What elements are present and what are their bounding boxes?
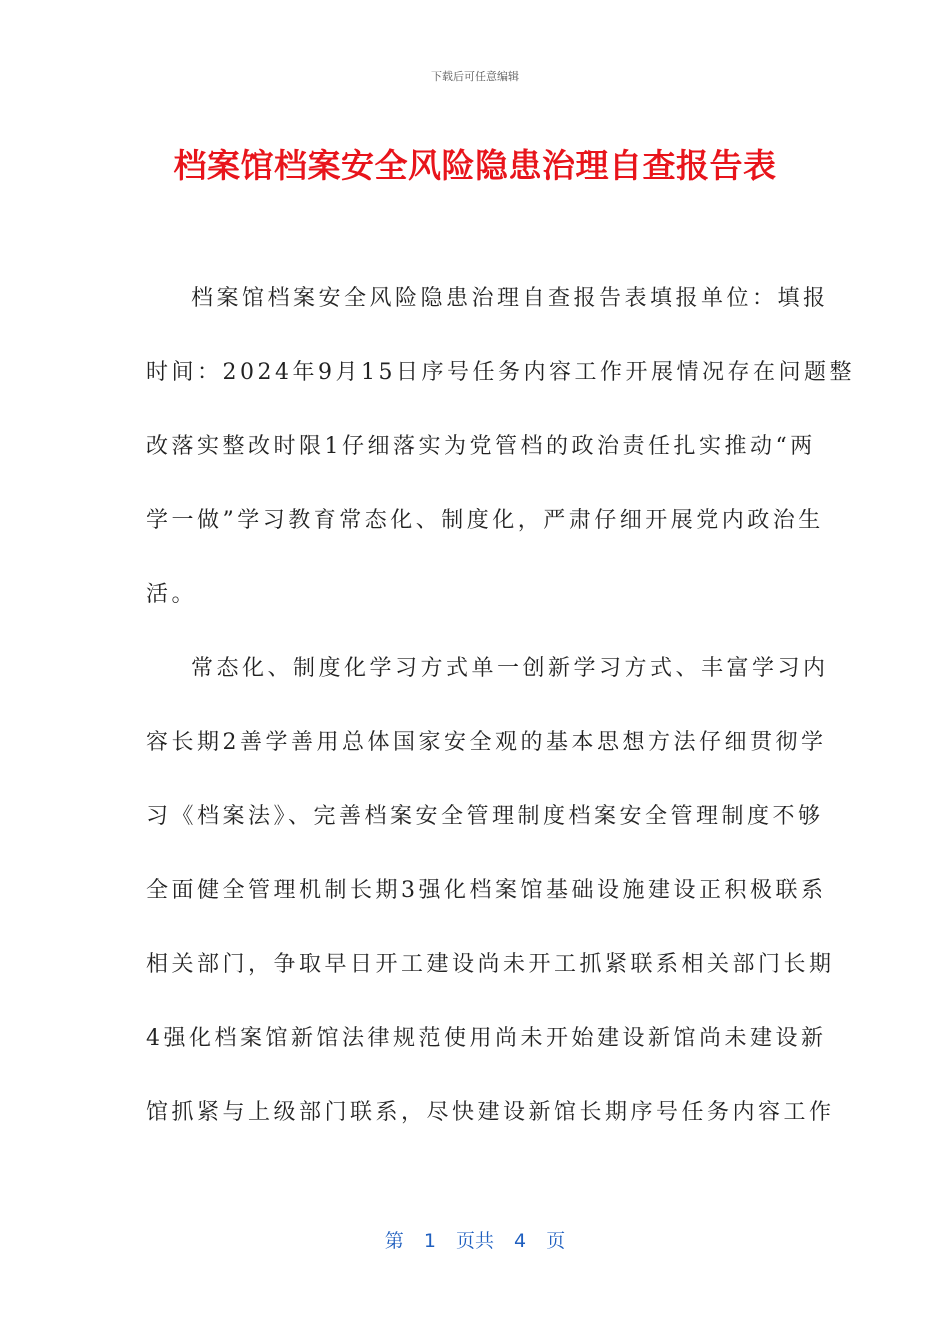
paragraph-line: 馆抓紧与上级部门联系，尽快建设新馆长期序号任务内容工作	[146, 1100, 835, 1125]
paragraph-1	[146, 262, 855, 632]
paragraph-line: 学一做”学习教育常态化、制度化，严肃仔细开展党内政治生	[146, 508, 824, 533]
paragraph-line: 相关部门，争取早日开工建设尚未开工抓紧联系相关部门长期	[146, 952, 835, 977]
paragraph-line: 习《档案法》、完善档案安全管理制度档案安全管理制度不够	[146, 804, 824, 829]
paragraph-line: 4强化档案馆新馆法律规范使用尚未开始建设新馆尚未建设新	[146, 1026, 827, 1051]
page-header-note: 下载后可任意编辑	[431, 70, 519, 83]
document-body	[146, 262, 855, 1150]
page-footer	[0, 1226, 950, 1253]
current-page-number: 1	[423, 1230, 436, 1252]
paragraph-line: 档案馆档案安全风险隐患治理自查报告表填报单位：填报	[191, 286, 829, 311]
page-label-mid: 页共	[455, 1230, 494, 1252]
paragraph-line: 常态化、制度化学习方式单一创新学习方式、丰富学习内	[191, 656, 829, 681]
paragraph-line: 活。	[146, 582, 198, 607]
total-pages-number: 4	[514, 1230, 527, 1252]
document-title: 档案馆档案安全风险隐患治理自查报告表	[173, 146, 777, 185]
page-label-prefix: 第	[384, 1230, 404, 1252]
page-label-suffix: 页	[546, 1230, 566, 1252]
paragraph-line: 时间：2024年9月15日序号任务内容工作开展情况存在问题整	[146, 360, 855, 385]
paragraph-line: 改落实整改时限1仔细落实为党管档的政治责任扎实推动“两	[146, 434, 816, 459]
paragraph-2	[146, 632, 835, 1150]
paragraph-line: 容长期2善学善用总体国家安全观的基本思想方法仔细贯彻学	[146, 730, 827, 755]
paragraph-line: 全面健全管理机制长期3强化档案馆基础设施建设正积极联系	[146, 878, 827, 903]
